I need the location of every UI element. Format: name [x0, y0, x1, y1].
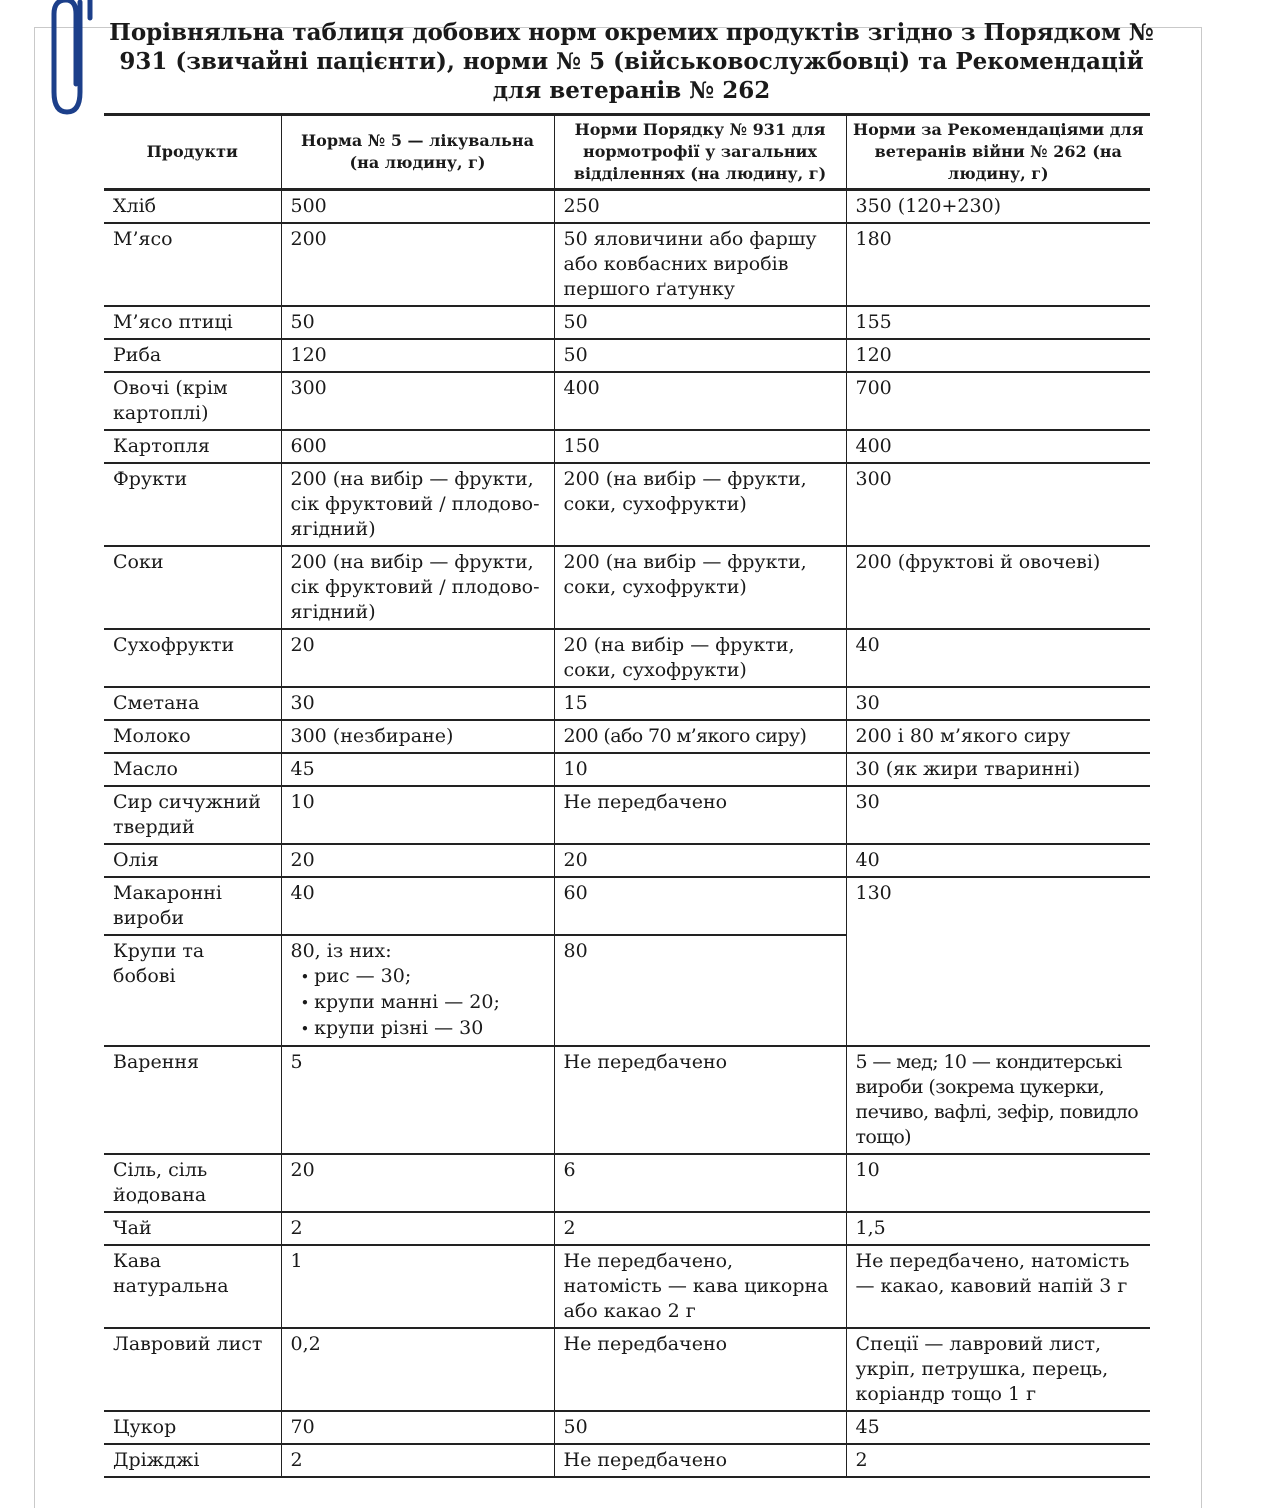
cell-product: Риба — [104, 339, 281, 372]
cell-norm5: 70 — [281, 1411, 554, 1444]
table-row — [104, 786, 1150, 844]
cell-rec262: 180 — [846, 223, 1150, 306]
cell-product: Кава натуральна — [104, 1245, 281, 1328]
cell-rec262: 1,5 — [846, 1212, 1150, 1245]
cell-rec262: 5 — мед; 10 — кондитерські вироби (зокрема цукерки, печиво, вафлі, зефір, повидло тощо) — [846, 1046, 1150, 1154]
cell-product: М’ясо — [104, 223, 281, 306]
table-header-row — [104, 115, 1150, 190]
cell-rec262: Не передбачено, натомість — какао, кавовий напій 3 г — [846, 1245, 1150, 1328]
header-rec262: Норми за Рекомендаціями для ветеранів війни № 262 (на людину, г) — [846, 115, 1150, 190]
cell-norm5: 2 — [281, 1444, 554, 1477]
grains-intro: 80, із них: — [290, 940, 392, 962]
cell-rec262: 30 — [846, 687, 1150, 720]
cell-product: Сметана — [104, 687, 281, 720]
table-row — [104, 1411, 1150, 1444]
cell-order931: 50 яловичини або фаршу або ковбасних виробів першого ґатунку — [554, 223, 846, 306]
cell-rec262: 130 — [846, 877, 1150, 1046]
cell-order931: 50 — [554, 1411, 846, 1444]
cell-order931: 50 — [554, 306, 846, 339]
cell-rec262: 350 (120+230) — [846, 190, 1150, 224]
document-title: Порівняльна таблиця добових норм окремих продуктів згідно з Порядком № 931 (звичайні пацієнти), норми № 5 (військовослужбовці) та Рекомендацій для ветеранів № 262 — [109, 19, 1154, 104]
cell-product: Хліб — [104, 190, 281, 224]
table-row — [104, 629, 1150, 687]
table-row — [104, 844, 1150, 877]
cell-order931: 200 (на вибір — фрукти, соки, сухофрукти) — [554, 463, 846, 546]
cell-rec262: 155 — [846, 306, 1150, 339]
comparison-table — [104, 113, 1150, 1478]
cell-norm5: 120 — [281, 339, 554, 372]
cell-norm5: 20 — [281, 1154, 554, 1212]
cell-product: Дріжджі — [104, 1444, 281, 1477]
table-row — [104, 753, 1150, 786]
cell-product: Овочі (крім картоплі) — [104, 372, 281, 430]
cell-product: Варення — [104, 1046, 281, 1154]
cell-norm5: 200 — [281, 223, 554, 306]
cell-order931: Не передбачено, натомість — кава цикорна або какао 2 г — [554, 1245, 846, 1328]
cell-order931: 150 — [554, 430, 846, 463]
table-row — [104, 339, 1150, 372]
table-row — [104, 372, 1150, 430]
cell-order931: 50 — [554, 339, 846, 372]
table-row — [104, 223, 1150, 306]
list-item: • крупи різні — 30 — [301, 1016, 545, 1042]
cell-order931: 400 — [554, 372, 846, 430]
table-row — [104, 1046, 1150, 1154]
cell-product: Фрукти — [104, 463, 281, 546]
header-order931: Норми Порядку № 931 для нормотрофії у загальних відділеннях (на людину, г) — [554, 115, 846, 190]
cell-rec262: 10 — [846, 1154, 1150, 1212]
cell-norm5: 50 — [281, 306, 554, 339]
table-row — [104, 1154, 1150, 1212]
table-row — [104, 306, 1150, 339]
cell-norm5: 30 — [281, 687, 554, 720]
cell-norm5: 20 — [281, 629, 554, 687]
cell-product: Картопля — [104, 430, 281, 463]
cell-product: Цукор — [104, 1411, 281, 1444]
cell-norm5: 200 (на вибір — фрукти, сік фруктовий / плодово-ягідний) — [281, 546, 554, 629]
table-row — [104, 877, 1150, 935]
cell-rec262: Спеції — лавровий лист, укріп, петрушка, перець, коріандр тощо 1 г — [846, 1328, 1150, 1411]
grains-list — [291, 964, 545, 1042]
cell-order931: 6 — [554, 1154, 846, 1212]
cell-product: Сир сичужний твердий — [104, 786, 281, 844]
cell-norm5: 2 — [281, 1212, 554, 1245]
cell-rec262: 200 і 80 м’якого сиру — [846, 720, 1150, 753]
cell-rec262: 30 (як жири тваринні) — [846, 753, 1150, 786]
table-row — [104, 546, 1150, 629]
table-row — [104, 687, 1150, 720]
cell-order931: 20 — [554, 844, 846, 877]
cell-order931: 250 — [554, 190, 846, 224]
cell-rec262: 30 — [846, 786, 1150, 844]
cell-order931: 20 (на вибір — фрукти, соки, сухофрукти) — [554, 629, 846, 687]
cell-product: Чай — [104, 1212, 281, 1245]
cell-product: Макаронні вироби — [104, 877, 281, 935]
cell-norm5: 1 — [281, 1245, 554, 1328]
paperclip-icon — [50, 0, 102, 120]
cell-order931: Не передбачено — [554, 1046, 846, 1154]
cell-rec262: 2 — [846, 1444, 1150, 1477]
cell-order931: 60 — [554, 877, 846, 935]
table-row — [104, 1444, 1150, 1477]
list-item: • рис — 30; — [301, 964, 545, 990]
cell-rec262: 40 — [846, 629, 1150, 687]
cell-order931: 10 — [554, 753, 846, 786]
cell-norm5: 600 — [281, 430, 554, 463]
cell-rec262: 400 — [846, 430, 1150, 463]
table-row — [104, 430, 1150, 463]
cell-norm5: 20 — [281, 844, 554, 877]
cell-norm5: 300 (незбиране) — [281, 720, 554, 753]
cell-order931: Не передбачено — [554, 1328, 846, 1411]
cell-norm5: 10 — [281, 786, 554, 844]
cell-product: Молоко — [104, 720, 281, 753]
cell-order931: Не передбачено — [554, 786, 846, 844]
cell-order931: 200 (на вибір — фрукти, соки, сухофрукти) — [554, 546, 846, 629]
cell-rec262: 700 — [846, 372, 1150, 430]
cell-norm5: 200 (на вибір — фрукти, сік фруктовий / плодово-ягідний) — [281, 463, 554, 546]
cell-product: Соки — [104, 546, 281, 629]
cell-product: М’ясо птиці — [104, 306, 281, 339]
cell-norm5: 5 — [281, 1046, 554, 1154]
cell-norm5: 500 — [281, 190, 554, 224]
cell-order931: 80 — [554, 935, 846, 1046]
cell-norm5: 300 — [281, 372, 554, 430]
cell-product: Сіль, сіль йодована — [104, 1154, 281, 1212]
table-row — [104, 1245, 1150, 1328]
cell-rec262: 120 — [846, 339, 1150, 372]
cell-norm5: 45 — [281, 753, 554, 786]
cell-rec262: 45 — [846, 1411, 1150, 1444]
cell-norm5 — [281, 935, 554, 1046]
cell-order931: 200 (або 70 м’якого сиру) — [554, 720, 846, 753]
cell-rec262: 200 (фруктові й овочеві) — [846, 546, 1150, 629]
cell-product: Крупи та бобові — [104, 935, 281, 1046]
header-products: Продукти — [104, 115, 281, 190]
cell-product: Лавровий лист — [104, 1328, 281, 1411]
table-row — [104, 1212, 1150, 1245]
table-row — [104, 720, 1150, 753]
cell-order931: 15 — [554, 687, 846, 720]
table-row — [104, 463, 1150, 546]
cell-order931: Не передбачено — [554, 1444, 846, 1477]
cell-rec262: 300 — [846, 463, 1150, 546]
table-row — [104, 190, 1150, 224]
list-item: • крупи манні — 20; — [301, 990, 545, 1016]
cell-rec262: 40 — [846, 844, 1150, 877]
cell-product: Масло — [104, 753, 281, 786]
cell-norm5: 40 — [281, 877, 554, 935]
table-row — [104, 1328, 1150, 1411]
cell-order931: 2 — [554, 1212, 846, 1245]
cell-product: Олія — [104, 844, 281, 877]
cell-norm5: 0,2 — [281, 1328, 554, 1411]
cell-product: Сухофрукти — [104, 629, 281, 687]
header-norm5: Норма № 5 — лікувальна (на людину, г) — [281, 115, 554, 190]
